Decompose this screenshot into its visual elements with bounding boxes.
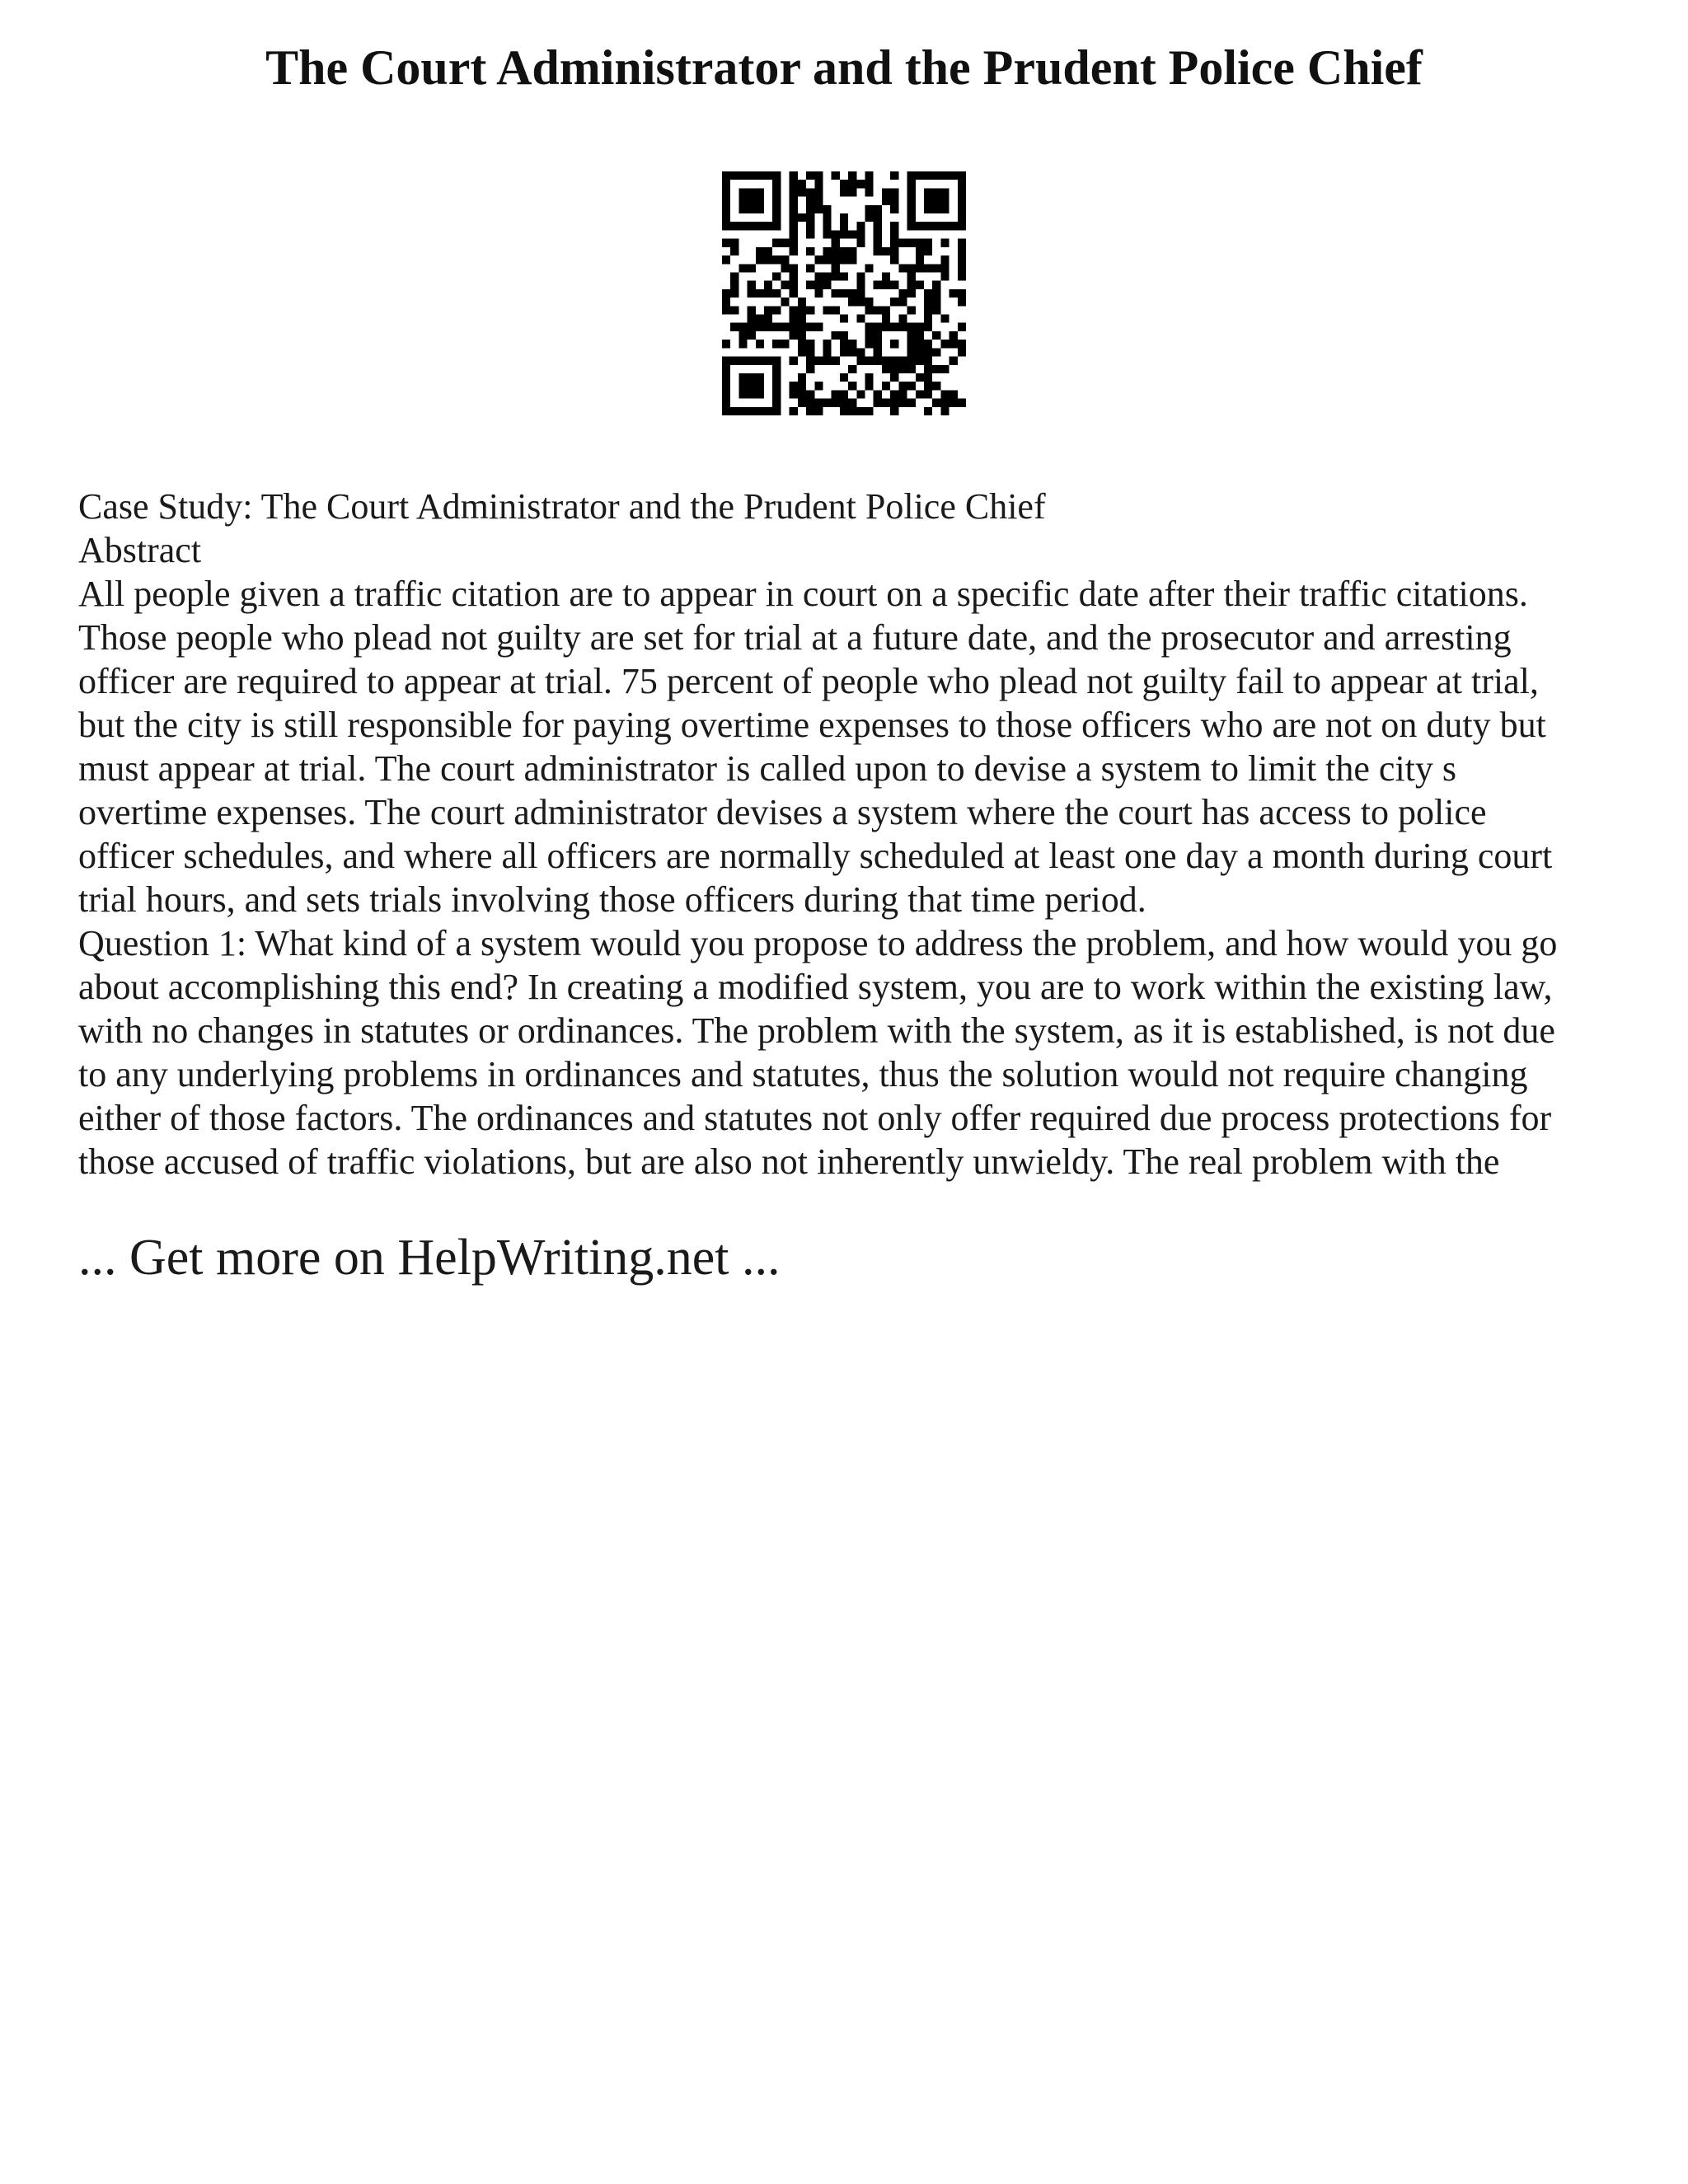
qr-code[interactable] bbox=[722, 171, 966, 415]
body-text-line: Case Study: The Court Administrator and the Prudent Police Chief bbox=[78, 486, 1046, 527]
body-text-line: either of those factors. The ordinances and statutes not only offer required due process protections for bbox=[78, 1098, 1552, 1138]
body-text-line: overtime expenses. The court administrator devises a system where the court has access to police bbox=[78, 792, 1487, 832]
body-text-line: to any underlying problems in ordinances and statutes, thus the solution would not require changing bbox=[78, 1054, 1528, 1094]
document-body bbox=[78, 485, 1628, 1183]
body-text-line: officer schedules, and where all officers are normally scheduled at least one day a month during court bbox=[78, 836, 1553, 876]
body-text-line: about accomplishing this end? In creating a modified system, you are to work within the existing law, bbox=[78, 967, 1553, 1007]
body-text-line: those accused of traffic violations, but are also not inherently unwieldy. The real problem with the bbox=[78, 1141, 1500, 1182]
body-text-line: trial hours, and sets trials involving those officers during that time period. bbox=[78, 879, 1146, 920]
body-text-line: but the city is still responsible for paying overtime expenses to those officers who are not on duty but bbox=[78, 705, 1546, 745]
body-text-line: officer are required to appear at trial. 75 percent of people who plead not guilty fail to appear at trial, bbox=[78, 661, 1539, 701]
body-text-line: Question 1: What kind of a system would you propose to address the problem, and how would you go bbox=[78, 923, 1558, 963]
qr-code-icon bbox=[722, 171, 966, 415]
body-text-line: Those people who plead not guilty are set for trial at a future date, and the prosecutor and arresting bbox=[78, 617, 1512, 658]
get-more-link[interactable]: ... Get more on HelpWriting.net ... bbox=[78, 1230, 781, 1286]
body-text-line: All people given a traffic citation are to appear in court on a specific date after their traffic citations. bbox=[78, 574, 1528, 614]
body-text-line: Abstract bbox=[78, 530, 202, 570]
document-title: The Court Administrator and the Prudent Police Chief bbox=[265, 40, 1423, 95]
body-text-line: must appear at trial. The court administrator is called upon to devise a system to limit the city s bbox=[78, 748, 1457, 789]
body-text-line: with no changes in statutes or ordinances. The problem with the system, as it is established, is not due bbox=[78, 1010, 1555, 1051]
